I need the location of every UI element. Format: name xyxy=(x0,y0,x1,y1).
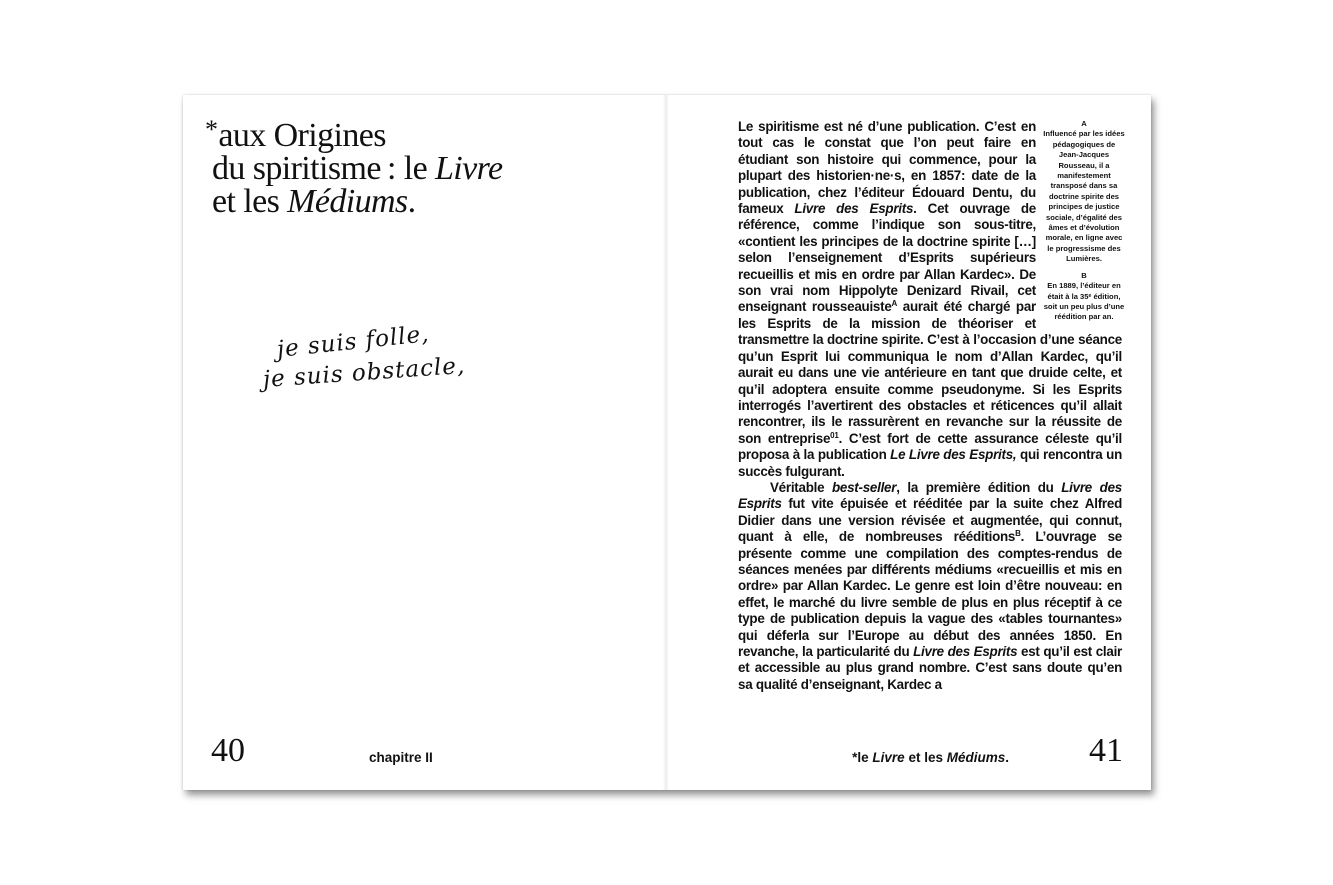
title-text-3c: . xyxy=(407,183,416,220)
sidenote-text: Influencé par les idées pédagogiques de Jean-Jacques Rousseau, il a manifestement transposé dans sa doctrine spirite des principes de justice sociale, d’égalité des âmes et d’évolution morale, en ligne avec le progressisme des Lumières. xyxy=(1043,129,1125,264)
running-head-left: chapitre II xyxy=(369,750,433,765)
handwritten-line-2: je suis obstacle, xyxy=(262,352,467,393)
sidenote-mark: A xyxy=(1081,119,1087,128)
text-run: Le spiritisme est né d’une publication. C’est en tout cas le constat que l’on peut faire en étudiant son histoire qui commence, pour la plupart des historien·ne·s, en 1857: date de la publication, chez l’éditeur Édouard Dentu, du fameux xyxy=(738,119,1036,217)
text-run: qui rencontra un succès fulgurant. xyxy=(738,447,1122,479)
handwritten-line-1: je suis folle, xyxy=(275,321,431,363)
chapter-title-line-2 xyxy=(205,152,503,185)
paragraph-2 xyxy=(738,480,1122,693)
book-spread xyxy=(183,95,1151,790)
note-reference-a[interactable]: A xyxy=(891,299,898,309)
text-run: . C’est fort de cette assurance céleste qu’il proposa à la publication xyxy=(738,430,1122,463)
text-run-italic: Le Livre des Esprits, xyxy=(890,447,1017,463)
running-head-text: *le xyxy=(852,750,873,765)
text-run: fut vite épuisée et rééditée par la suite chez Alfred Didier dans une version révisée et augmentée, qui connut, quant à elle, de nombreuses rééditions xyxy=(738,496,1122,545)
text-run-italic: Livre des Esprits xyxy=(738,479,1122,512)
sidenote-b xyxy=(1042,271,1126,323)
sidenote-mark: B xyxy=(1081,270,1087,280)
title-text-1: aux Origines xyxy=(218,117,386,154)
running-head-right xyxy=(852,750,1009,765)
running-head-italic: Livre xyxy=(872,750,905,765)
page-number-left: 40 xyxy=(211,732,245,769)
text-run: est qu’il est clair et accessible au plus grand nombre. C’est sans doute qu’en sa qualité d’enseignant, Kardec a xyxy=(738,644,1122,692)
running-head-text: et les xyxy=(904,750,947,765)
title-text-2b: Livre xyxy=(435,150,503,187)
chapter-title-line-3 xyxy=(205,185,503,218)
text-run: , la première édition du xyxy=(896,479,1062,495)
running-head-italic: Médiums xyxy=(946,750,1006,765)
right-page xyxy=(666,95,1151,790)
title-asterisk: * xyxy=(205,115,218,144)
chapter-title xyxy=(205,113,503,218)
text-run-italic: Livre des Esprits xyxy=(794,201,914,217)
text-run: Véritable xyxy=(770,479,832,495)
note-reference-b[interactable]: B xyxy=(1015,529,1021,539)
text-run: . L’ouvrage se présente comme une compilation des comptes-rendus de séances menées par différents médiums «recueillis et mis en ordre» par Allan Kardec. Le genre est loin d’être nouveau: en effet, le marché du livre semble de plus en plus réceptif à ce type de publication depuis la vague des «tables tournantes» qui déferla sur l’Europe au début des années 1850. En revanche, la particularité du xyxy=(738,529,1122,659)
text-run-italic: best-seller xyxy=(831,479,897,495)
title-text-3b: Médiums xyxy=(287,183,408,220)
title-text-2a: du spiritisme : le xyxy=(212,150,435,187)
page-number-right: 41 xyxy=(1089,732,1123,769)
text-run: . Cet ouvrage de référence, comme l’indique son sous-titre, «contient les principes de la doctrine spirite […] selon l’enseignement d’Esprits supérieurs recueillis et mis en ordre par Allan Kardec». De son vrai nom Hippolyte Denizard Rivail, cet enseignant rousseauiste xyxy=(738,201,1036,315)
text-run-italic: Livre des Esprits xyxy=(913,644,1018,659)
text-run: aurait été chargé par les Esprits de la mission de théoriser et transmettre la doctrine spirite. C’est à l’occasion d’une séance qu’un Esprit lui communiqua le nom d’Allan Kardec, qu’il aurait eu dans une vie antérieure en tant que druide celte, et qu’il adoptera ensuite comme pseudonyme. Si les Esprits interrogés l’avertirent des obstacles et réticences qu’il allait rencontrer, ils le rassurèrent en revanche sur la réussite de son entreprise xyxy=(738,299,1122,446)
handwritten-quote xyxy=(262,321,493,395)
chapter-title-line-1 xyxy=(205,113,503,152)
left-page xyxy=(183,95,666,790)
sidenote-text: En 1889, l’éditeur en était à la 35ᵉ édition, soit un peu plus d’une réédition par an. xyxy=(1043,281,1125,322)
sidenotes xyxy=(1042,119,1126,329)
note-reference-01[interactable]: 01 xyxy=(830,430,839,440)
title-text-3a: et les xyxy=(212,183,288,220)
running-head-text: . xyxy=(1005,750,1009,765)
sidenote-a xyxy=(1042,119,1126,265)
body-text xyxy=(738,119,1125,693)
